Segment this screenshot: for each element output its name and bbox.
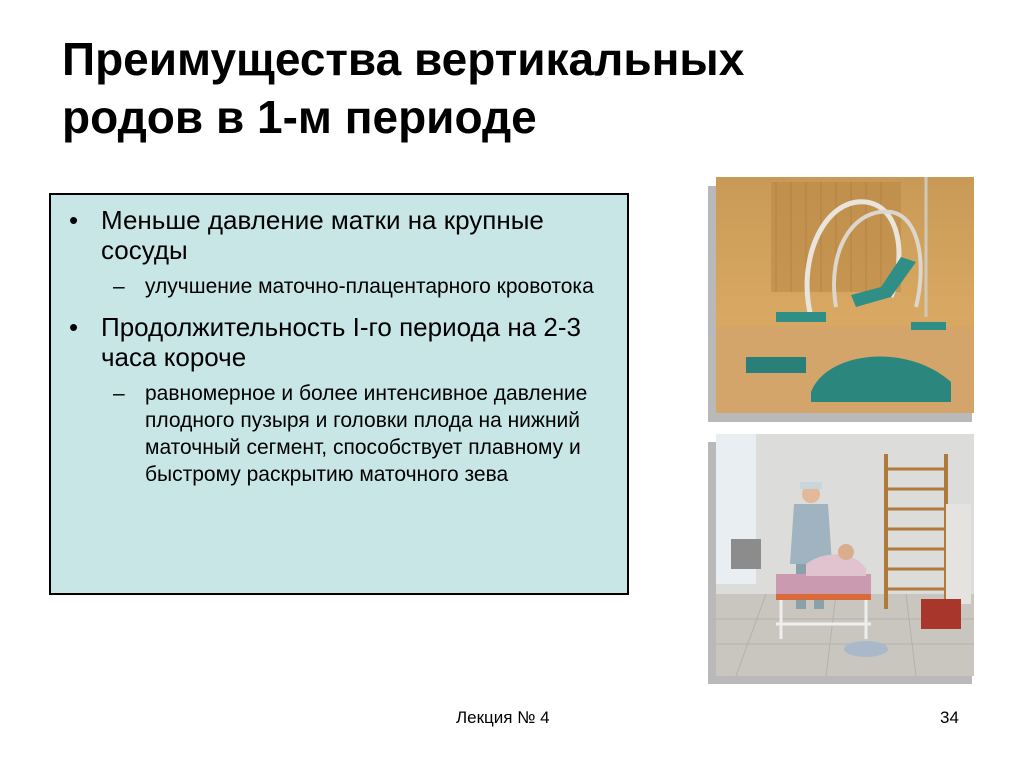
title-line-2: родов в 1-м периоде xyxy=(62,91,537,143)
sub-bullet-item xyxy=(113,273,613,300)
content-box xyxy=(49,193,629,595)
title-line-1: Преимущества вертикальных xyxy=(62,33,745,85)
footer-lecture-label: Лекция № 4 xyxy=(456,708,550,727)
bullet-marker: • xyxy=(69,205,79,235)
bullet-marker: • xyxy=(69,312,79,342)
sub-bullet-text: равномерное и более интенсивное давление плодного пузыря и головки плода на нижний маточный сегмент, способствует плавному и быстрому раскрытию маточного зева xyxy=(145,382,588,486)
dash-marker: – xyxy=(113,275,125,298)
slide-title xyxy=(62,30,962,146)
delivery-room-image xyxy=(716,434,974,676)
delivery-room-photo xyxy=(716,434,974,676)
bullet-item xyxy=(63,312,613,372)
bullet-text: Меньше давление матки на крупные сосуды xyxy=(101,205,544,265)
bullet-text: Продолжительность I-го периода на 2-3 часа короче xyxy=(101,312,581,372)
birthing-chair-image xyxy=(716,177,974,413)
birthing-chair-photo xyxy=(716,177,974,413)
sub-bullet-text: улучшение маточно-плацентарного кровотока xyxy=(145,275,594,298)
sub-bullet-item xyxy=(113,380,613,488)
dash-marker: – xyxy=(113,382,125,405)
bullet-item xyxy=(63,205,613,265)
page-number: 34 xyxy=(940,708,959,727)
